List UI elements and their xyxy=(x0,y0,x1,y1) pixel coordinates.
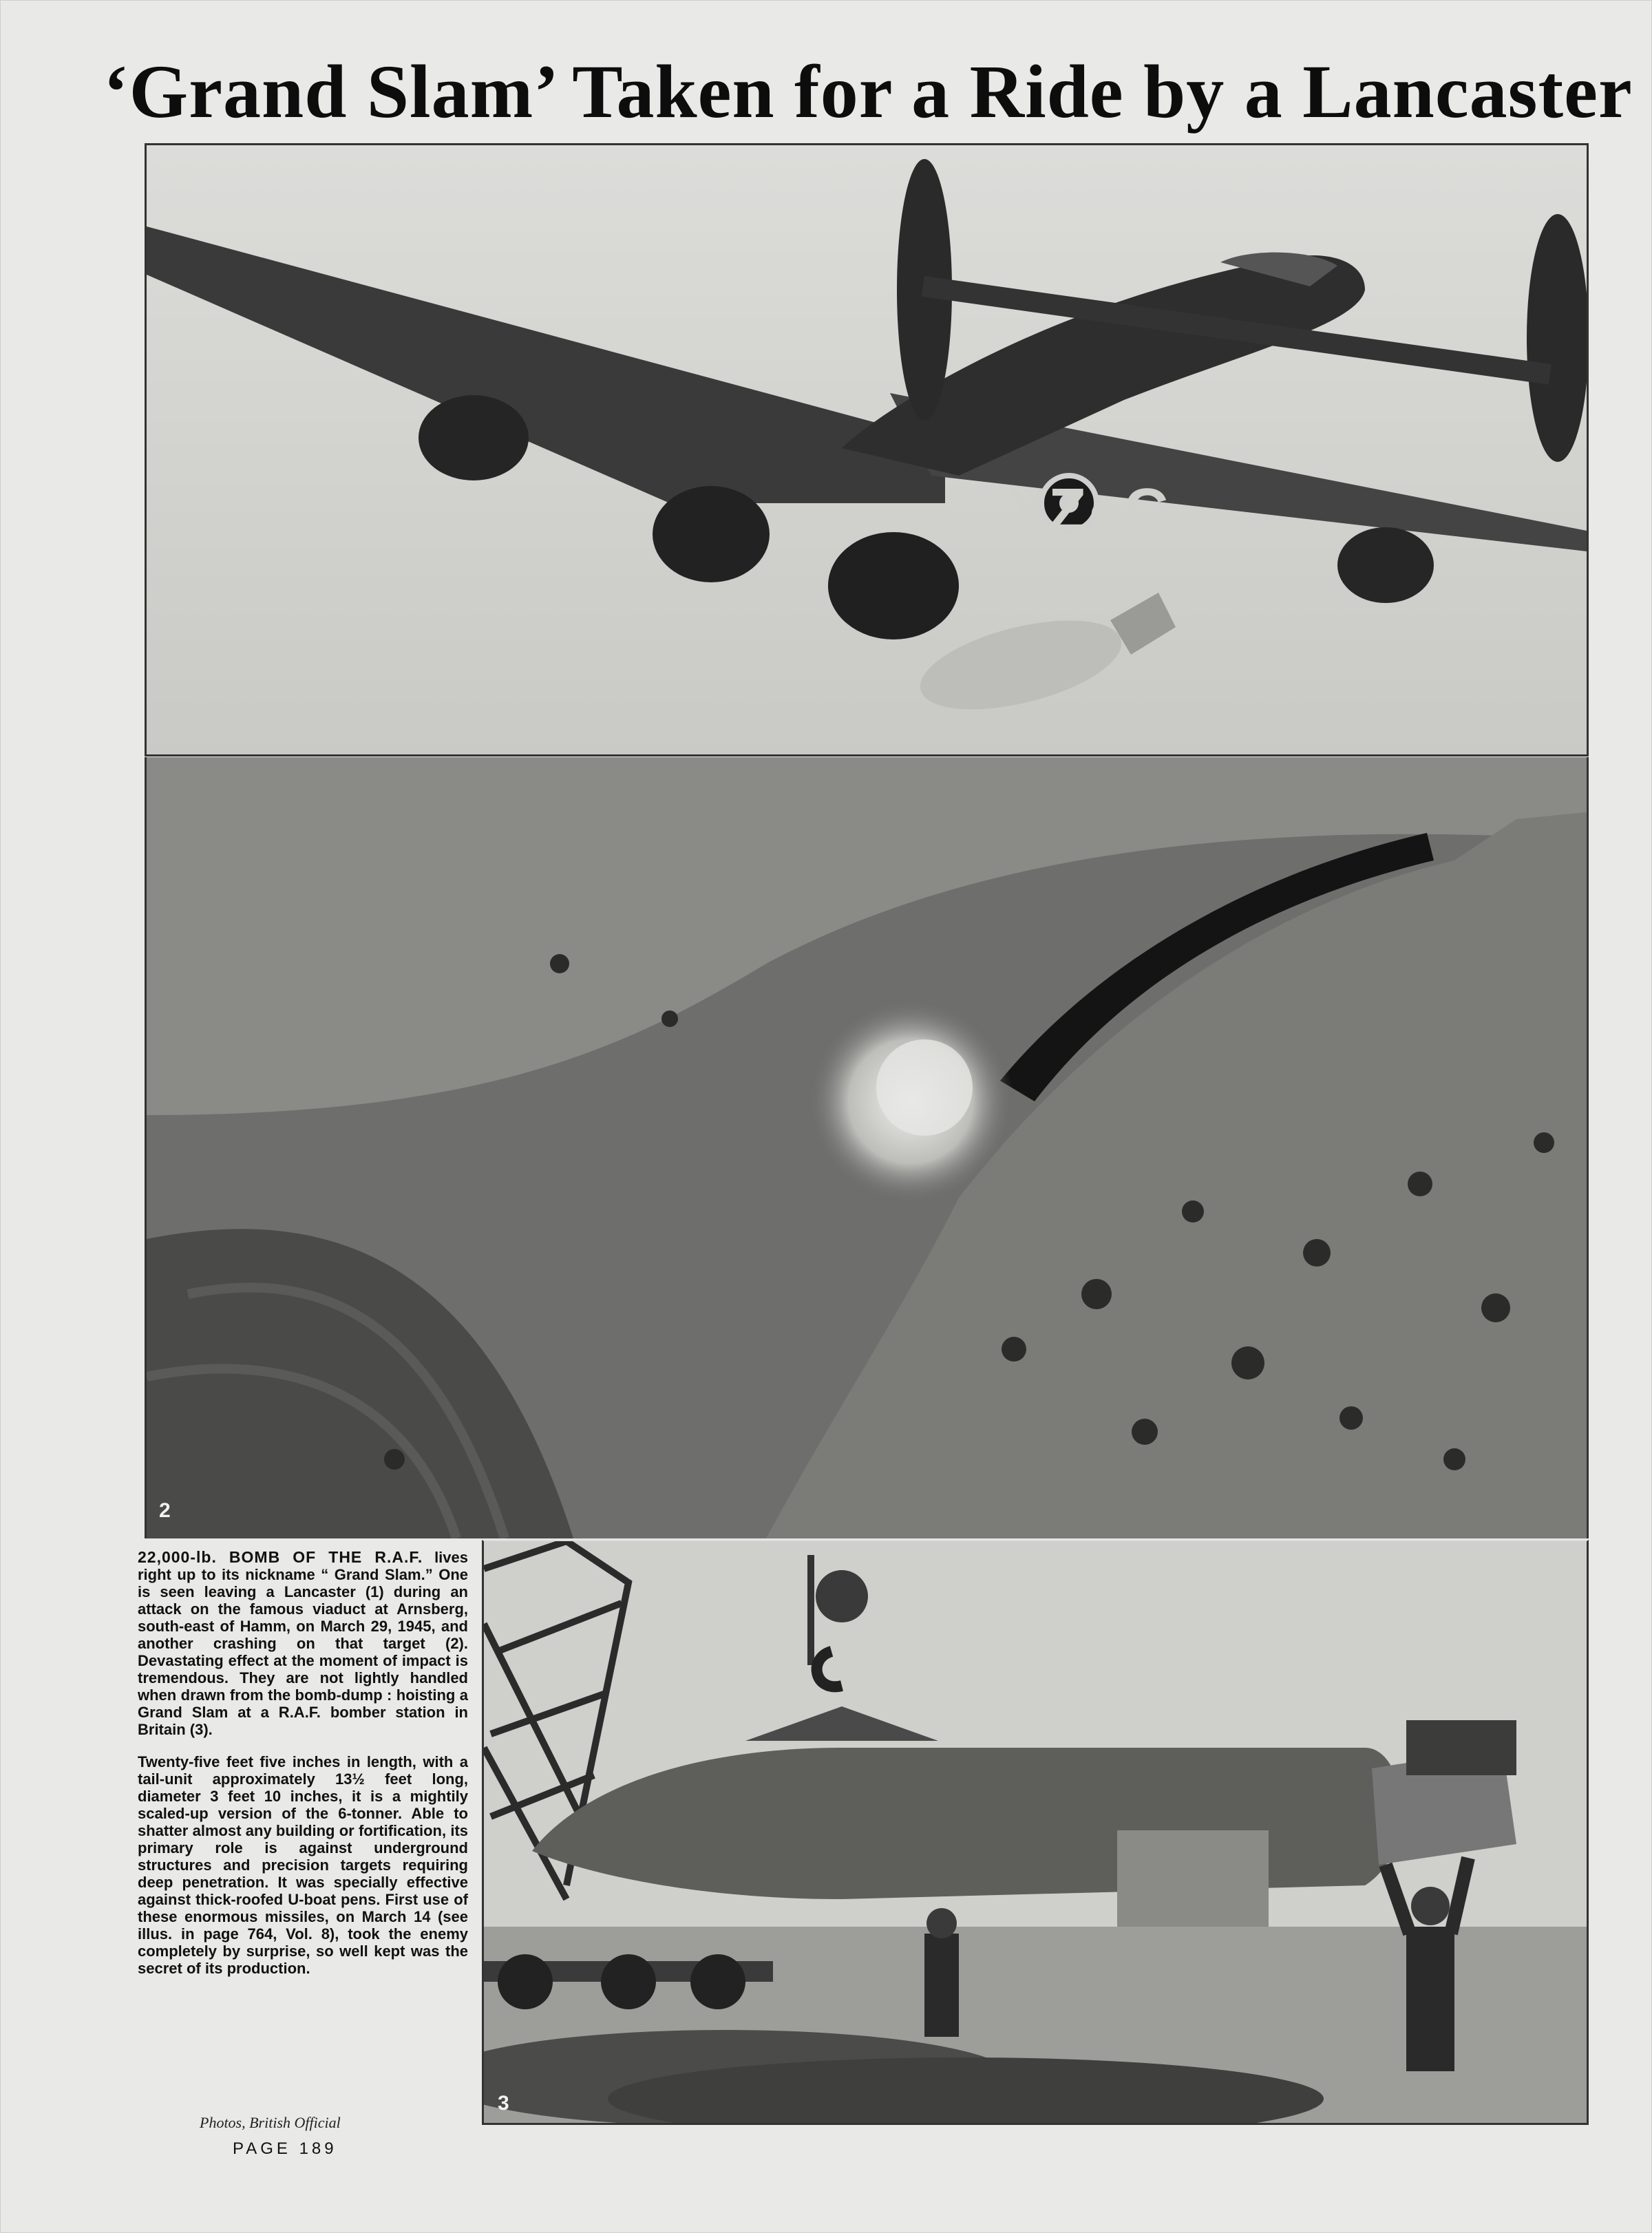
photo-hoisting-bomb xyxy=(482,1540,1589,2125)
photo-impact-aerial xyxy=(145,757,1589,1538)
caption-paragraph-2: Twenty-five feet five inches in length, with a tail-unit approximately 13½ feet long, diameter 3 feet 10 inches, it is a mightily scaled-up version of the 6-tonner. Able to shatter almost any building or fortification, its primary role is against underground structures and precision targets requiring deep penetration. It was specially effective against thick-roofed U-boat pens. First use of these enormous missiles, on March 14 (see illus. in page 764, Vol. 8), took the enemy completely by surprise, so well kept was the secret of its production. xyxy=(138,1753,468,1977)
photo-number-3: 3 xyxy=(498,2092,509,2115)
aerial-impact-illustration xyxy=(147,757,1587,1538)
aircraft-code: YZ●C xyxy=(1007,476,1169,545)
photo-lancaster xyxy=(145,143,1589,756)
caption-lead: 22,000-lb. BOMB OF THE R.A.F. xyxy=(138,1548,423,1566)
caption-column xyxy=(138,1549,468,1992)
page-title: ‘Grand Slam’ Taken for a Ride by a Lancaster xyxy=(103,50,1633,134)
hoisting-illustration xyxy=(484,1541,1587,2123)
lancaster-illustration xyxy=(147,145,1587,754)
page-number: PAGE 189 xyxy=(233,2139,337,2158)
caption-text-1: lives right up to its nickname “ Grand Slam.” One is seen leaving a Lancaster (1) during an attack on the famous viaduct at Arnsberg, south-east of Hamm, on March 29, 1945, and another crashing on that target (2). Devastating effect at the moment of impact is tremendous. They are not lightly handled when drawn from the bomb-dump : hoisting a Grand Slam at a R.A.F. bomber station in Britain (3). xyxy=(138,1549,468,1738)
caption-paragraph-1 xyxy=(138,1549,468,1738)
photo-number-2: 2 xyxy=(159,1499,171,1522)
photo-credit: Photos, British Official xyxy=(200,2114,341,2131)
